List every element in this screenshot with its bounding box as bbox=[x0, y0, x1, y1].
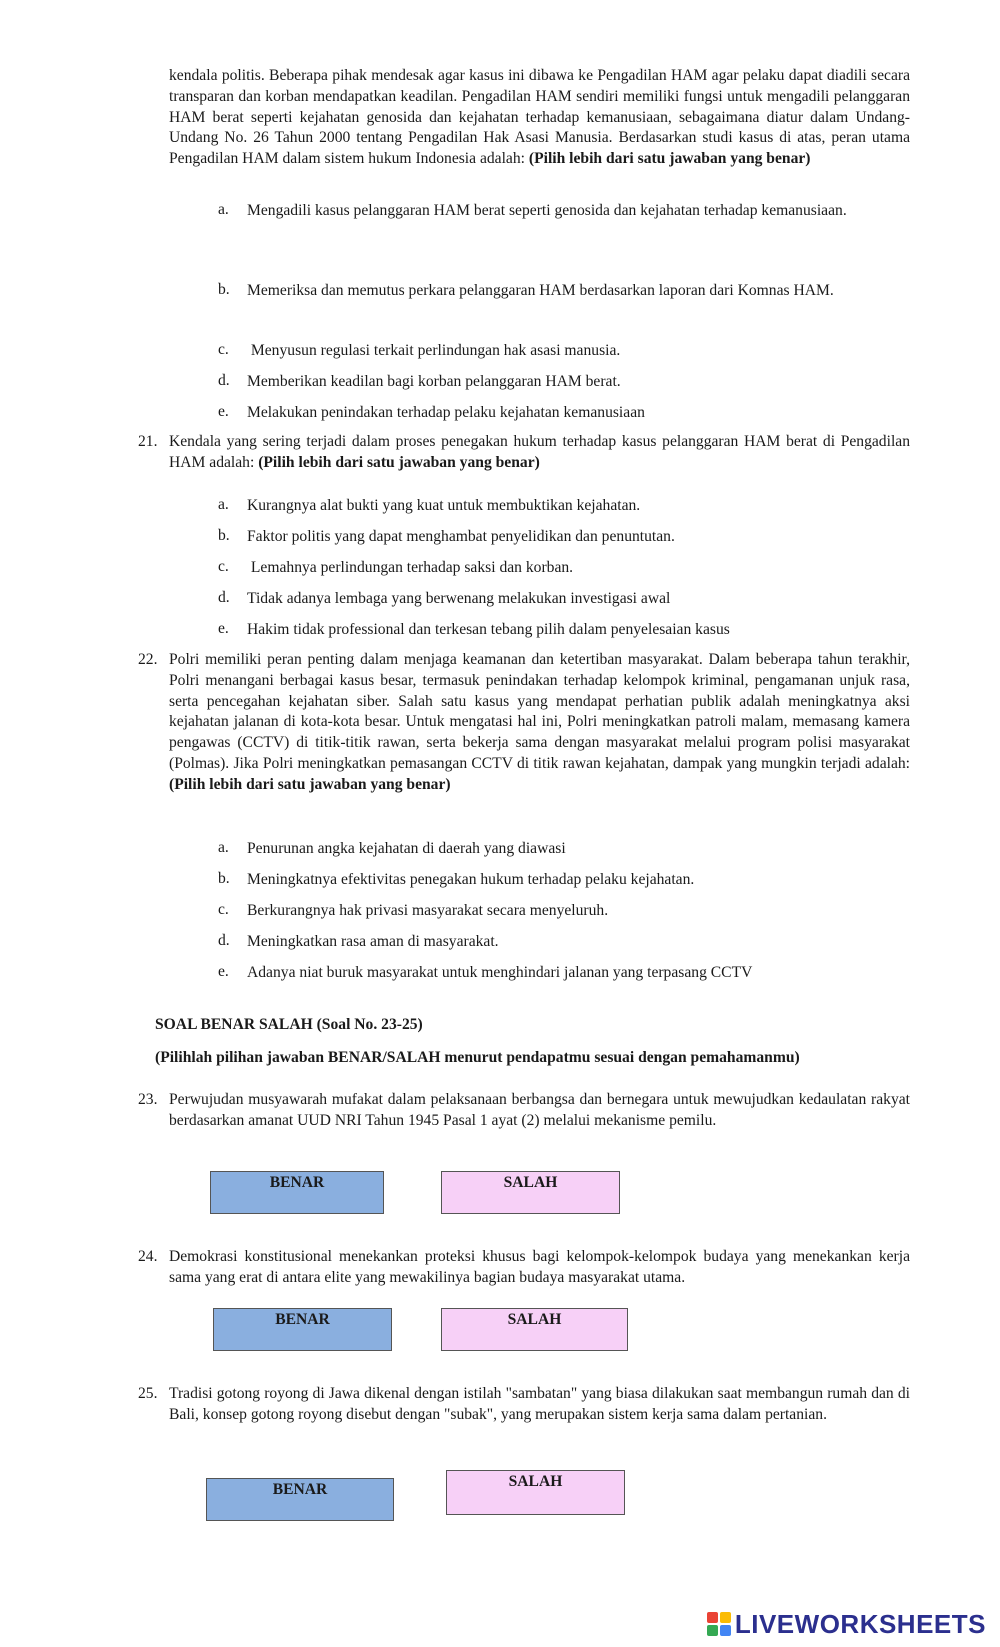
option-letter: b. bbox=[218, 527, 230, 544]
option-text: Hakim tidak professional dan terkesan tebang pilih dalam penyelesaian kasus bbox=[247, 621, 730, 638]
option-letter: e. bbox=[218, 403, 229, 420]
question-number: 24. bbox=[138, 1248, 158, 1265]
option-text: Memeriksa dan memutus perkara pelanggaran HAM berdasarkan laporan dari Komnas HAM. bbox=[247, 282, 834, 299]
intro-paragraph bbox=[169, 66, 910, 170]
false-answer-button[interactable]: SALAH bbox=[441, 1171, 620, 1214]
section-heading: SOAL BENAR SALAH (Soal No. 23-25) bbox=[155, 1016, 423, 1033]
question-number: 21. bbox=[138, 433, 158, 450]
option-text: Berkurangnya hak privasi masyarakat secara menyeluruh. bbox=[247, 902, 609, 919]
option-text: Faktor politis yang dapat menghambat penyelidikan dan penuntutan. bbox=[247, 528, 675, 545]
option-text: Penurunan angka kejahatan di daerah yang diawasi bbox=[247, 840, 566, 857]
question-24-text: Demokrasi konstitusional menekankan proteksi khusus bagi kelompok-kelompok budaya yang menekankan kerja sama yang erat di antara elite yang mewakilinya bagian budaya masyarakat utama. bbox=[169, 1248, 910, 1286]
intro-instruction: (Pilih lebih dari satu jawaban yang benar) bbox=[528, 150, 811, 168]
question-number: 25. bbox=[138, 1385, 158, 1402]
question-21-text bbox=[169, 432, 910, 474]
question-instruction: (Pilih lebih dari satu jawaban yang benar) bbox=[169, 775, 451, 793]
true-answer-button[interactable]: BENAR bbox=[210, 1171, 384, 1214]
option-text: Kurangnya alat bukti yang kuat untuk membuktikan kejahatan. bbox=[247, 497, 641, 514]
section-instruction: (Pilihlah pilihan jawaban BENAR/SALAH menurut pendapatmu sesuai dengan pemahamanmu) bbox=[155, 1049, 800, 1066]
option-letter: e. bbox=[218, 963, 229, 980]
option-text: Melakukan penindakan terhadap pelaku kejahatan kemanusiaan bbox=[247, 404, 645, 421]
true-answer-button[interactable]: BENAR bbox=[206, 1478, 394, 1521]
liveworksheets-icon bbox=[707, 1612, 731, 1636]
option-text: Lemahnya perlindungan terhadap saksi dan korban. bbox=[247, 559, 574, 576]
true-answer-button[interactable]: BENAR bbox=[213, 1308, 392, 1351]
brand-name: LIVEWORKSHEETS bbox=[734, 1608, 986, 1639]
option-letter: d. bbox=[218, 932, 230, 949]
question-number: 23. bbox=[138, 1091, 158, 1108]
question-23-text: Perwujudan musyawarah mufakat dalam pelaksanaan berbangsa dan bernegara untuk mewujudkan kedaulatan rakyat berdasarkan amanat UUD NRI Tahun 1945 Pasal 1 ayat (2) melalui mekanisme pemilu. bbox=[169, 1091, 910, 1129]
option-text: Mengadili kasus pelanggaran HAM berat seperti genosida dan kejahatan terhadap kemanusiaan. bbox=[247, 202, 847, 219]
option-text: Meningkatnya efektivitas penegakan hukum terhadap pelaku kejahatan. bbox=[247, 871, 695, 888]
option-text: Meningkatkan rasa aman di masyarakat. bbox=[247, 933, 499, 950]
option-letter: a. bbox=[218, 201, 229, 218]
false-answer-button[interactable]: SALAH bbox=[441, 1308, 628, 1351]
option-letter: c. bbox=[218, 341, 229, 358]
option-letter: b. bbox=[218, 281, 230, 298]
liveworksheets-logo bbox=[707, 1609, 986, 1639]
question-25-text: Tradisi gotong royong di Jawa dikenal dengan istilah "sambatan" yang biasa dilakukan saat membangun rumah dan di Bali, konsep gotong royong disebut dengan "subak", yang merupakan sistem kerja sama dalam pertanian. bbox=[169, 1385, 910, 1423]
question-instruction: (Pilih lebih dari satu jawaban yang benar) bbox=[258, 453, 540, 471]
option-letter: b. bbox=[218, 870, 230, 887]
option-letter: c. bbox=[218, 558, 229, 575]
question-text: Kendala yang sering terjadi dalam proses penegakan hukum terhadap kasus pelanggaran HAM berat di Pengadilan HAM adalah: bbox=[169, 433, 910, 471]
question-number: 22. bbox=[138, 651, 158, 668]
option-letter: c. bbox=[218, 901, 229, 918]
option-text: Adanya niat buruk masyarakat untuk menghindari jalanan yang terpasang CCTV bbox=[247, 964, 753, 981]
option-letter: d. bbox=[218, 589, 230, 606]
option-letter: a. bbox=[218, 496, 229, 513]
intro-text: kendala politis. Beberapa pihak mendesak agar kasus ini dibawa ke Pengadilan HAM agar pelaku dapat diadili secara transparan dan korban mendapatkan keadilan. Pengadilan HAM sendiri memiliki fungsi untuk mengadili pelanggaran HAM berat seperti kejahatan genosida dan kejahatan terhadap kemanusiaan, sebagaimana diatur dalam Undang-Undang No. 26 Tahun 2000 tentang Pengadilan Hak Asasi Manusia. Berdasarkan studi kasus di atas, peran utama Pengadilan HAM dalam sistem hukum Indonesia adalah: bbox=[169, 67, 910, 168]
option-text: Memberikan keadilan bagi korban pelanggaran HAM berat. bbox=[247, 373, 621, 390]
option-letter: d. bbox=[218, 372, 230, 389]
question-22-text bbox=[169, 650, 910, 796]
option-text: Tidak adanya lembaga yang berwenang melakukan investigasi awal bbox=[247, 590, 671, 607]
option-letter: a. bbox=[218, 839, 229, 856]
false-answer-button[interactable]: SALAH bbox=[446, 1470, 625, 1515]
option-letter: e. bbox=[218, 620, 229, 637]
question-text: Polri memiliki peran penting dalam menjaga keamanan dan ketertiban masyarakat. Dalam beberapa tahun terakhir, Polri menangani berbagai kasus besar, termasuk penindakan terhadap kelompok kriminal, pengamanan unjuk rasa, serta pencegahan kejahatan siber. Salah satu kasus yang mendapat perhatian publik adalah meningkatnya aksi kejahatan jalanan di kota-kota besar. Untuk mengatasi hal ini, Polri meningkatkan patroli malam, memasang kamera pengawas (CCTV) di titik-titik rawan, serta bekerja sama dengan masyarakat melalui program polisi masyarakat (Polmas). Jika Polri meningkatkan pemasangan CCTV di titik rawan kejahatan, dampak yang mungkin terjadi adalah: bbox=[169, 651, 910, 772]
option-text: Menyusun regulasi terkait perlindungan hak asasi manusia. bbox=[247, 342, 621, 359]
